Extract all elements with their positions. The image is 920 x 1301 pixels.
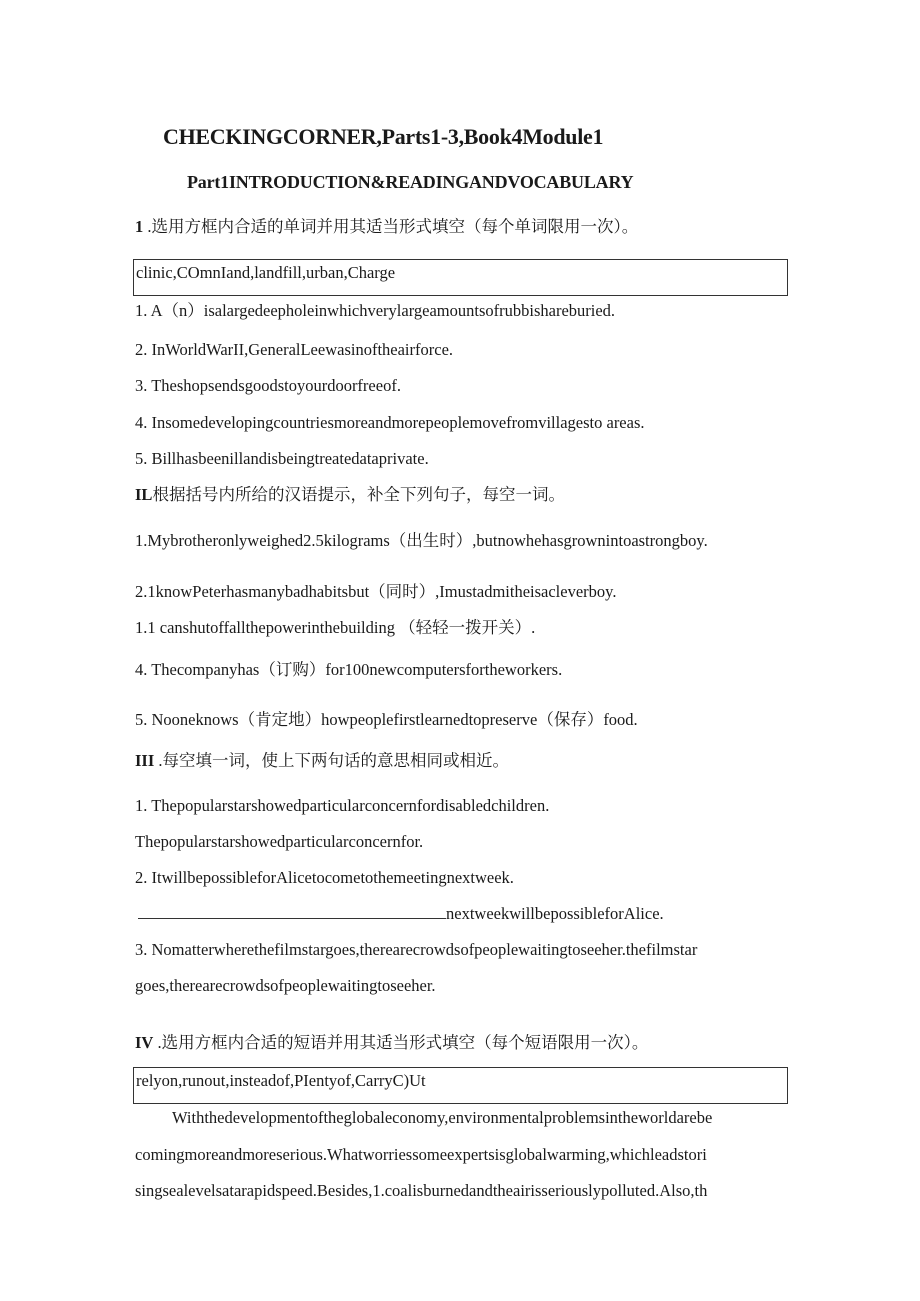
section1-item-3: 3. Theshopsendsgoodstoyourdoorfreeof. (135, 376, 401, 395)
section1-item-1: 1. A（n）isalargedeepholeinwhichverylargeamountsofrubbishareburied. (135, 301, 616, 320)
section3-item-2b (138, 903, 664, 925)
section3-item-1a: 1. Thepopularstarshowedparticularconcernfordisabledchildren. (135, 796, 550, 815)
word-bank-box (133, 259, 788, 296)
section1-heading (135, 216, 638, 238)
section2-item-5: 5. Nooneknows（肯定地）howpeoplefirstlearnedtopreserve（保存）food. (135, 710, 638, 729)
section3-heading (135, 750, 509, 772)
section2-instruction: 根据括号内所给的汉语提示，补全下列句子，每空一词。 (152, 485, 565, 504)
passage-line-2: comingmoreandmoreserious.Whatworriessomeexpertsisglobalwarming,whichleadstori (135, 1145, 707, 1164)
section2-label: IL (135, 485, 153, 504)
section2-item-3: 1.1 canshutoffallthepowerinthebuilding （轻轻一拨开关）. (135, 618, 536, 637)
section4-heading (135, 1032, 648, 1054)
section1-item-4: 4. Insomedevelopingcountriesmoreandmorepeoplemovefromvillagesto areas. (135, 413, 645, 432)
section2-item-1: 1.Mybrotheronlyweighed2.5kilograms（出生时）,butnowhehasgrownintoastrongboy. (135, 531, 708, 550)
section1-item-5: 5. Billhasbeenillandisbeingtreatedataprivate. (135, 449, 429, 468)
section3-item-3b: goes,therearecrowdsofpeoplewaitingtoseeher. (135, 976, 436, 995)
section3-item-1b: Thepopularstarshowedparticularconcernfor. (135, 832, 424, 851)
section4-label: IV (135, 1033, 154, 1052)
section4-instruction: .选用方框内合适的短语并用其适当形式填空（每个短语限用一次）。 (153, 1033, 649, 1052)
phrase-bank-box (133, 1067, 788, 1104)
passage-line-3: singsealevelsatarapidspeed.Besides,1.coalisburnedandtheairisseriouslypolluted.Also,th (135, 1181, 708, 1200)
phrase-bank-text: relyon,runout,insteadof,PIentyof,CarryC)Ut (136, 1071, 426, 1090)
passage-line-1: Withthedevelopmentoftheglobaleconomy,environmentalproblemsintheworldarebe (172, 1108, 713, 1127)
section1-instruction: .选用方框内合适的单词并用其适当形式填空（每个单词限用一次）。 (143, 217, 639, 236)
section3-item-3a: 3. Nomatterwherethefilmstargoes,therearecrowdsofpeoplewaitingtoseeher.thefilmstar (135, 940, 698, 959)
section3-item-2b-text: nextweekwillbepossibleforAlice. (446, 904, 664, 923)
section3-label: III (135, 751, 155, 770)
section3-item-2a: 2. ItwillbepossibleforAlicetocometothemeetingnextweek. (135, 868, 514, 887)
answer-blank (138, 904, 446, 919)
page-title: CHECKINGCORNER,Parts1-3,Book4Module1 (163, 124, 604, 149)
section1-label: 1 (135, 217, 144, 236)
section1-item-2: 2. InWorldWarII,GeneralLeewasinoftheairforce. (135, 340, 454, 359)
part-heading: Part1INTRODUCTION&READINGANDVOCABULARY (187, 172, 634, 192)
section2-item-4: 4. Thecompanyhas（订购）for100newcomputersfortheworkers. (135, 660, 563, 679)
word-bank-text: clinic,COmnIand,landfill,urban,Charge (136, 263, 396, 282)
section2-heading (135, 484, 565, 506)
section2-item-2: 2.1knowPeterhasmanybadhabitsbut（同时）,Imustadmitheisacleverboy. (135, 582, 617, 601)
section3-instruction: .每空填一词，使上下两句话的意思相同或相近。 (154, 751, 510, 770)
